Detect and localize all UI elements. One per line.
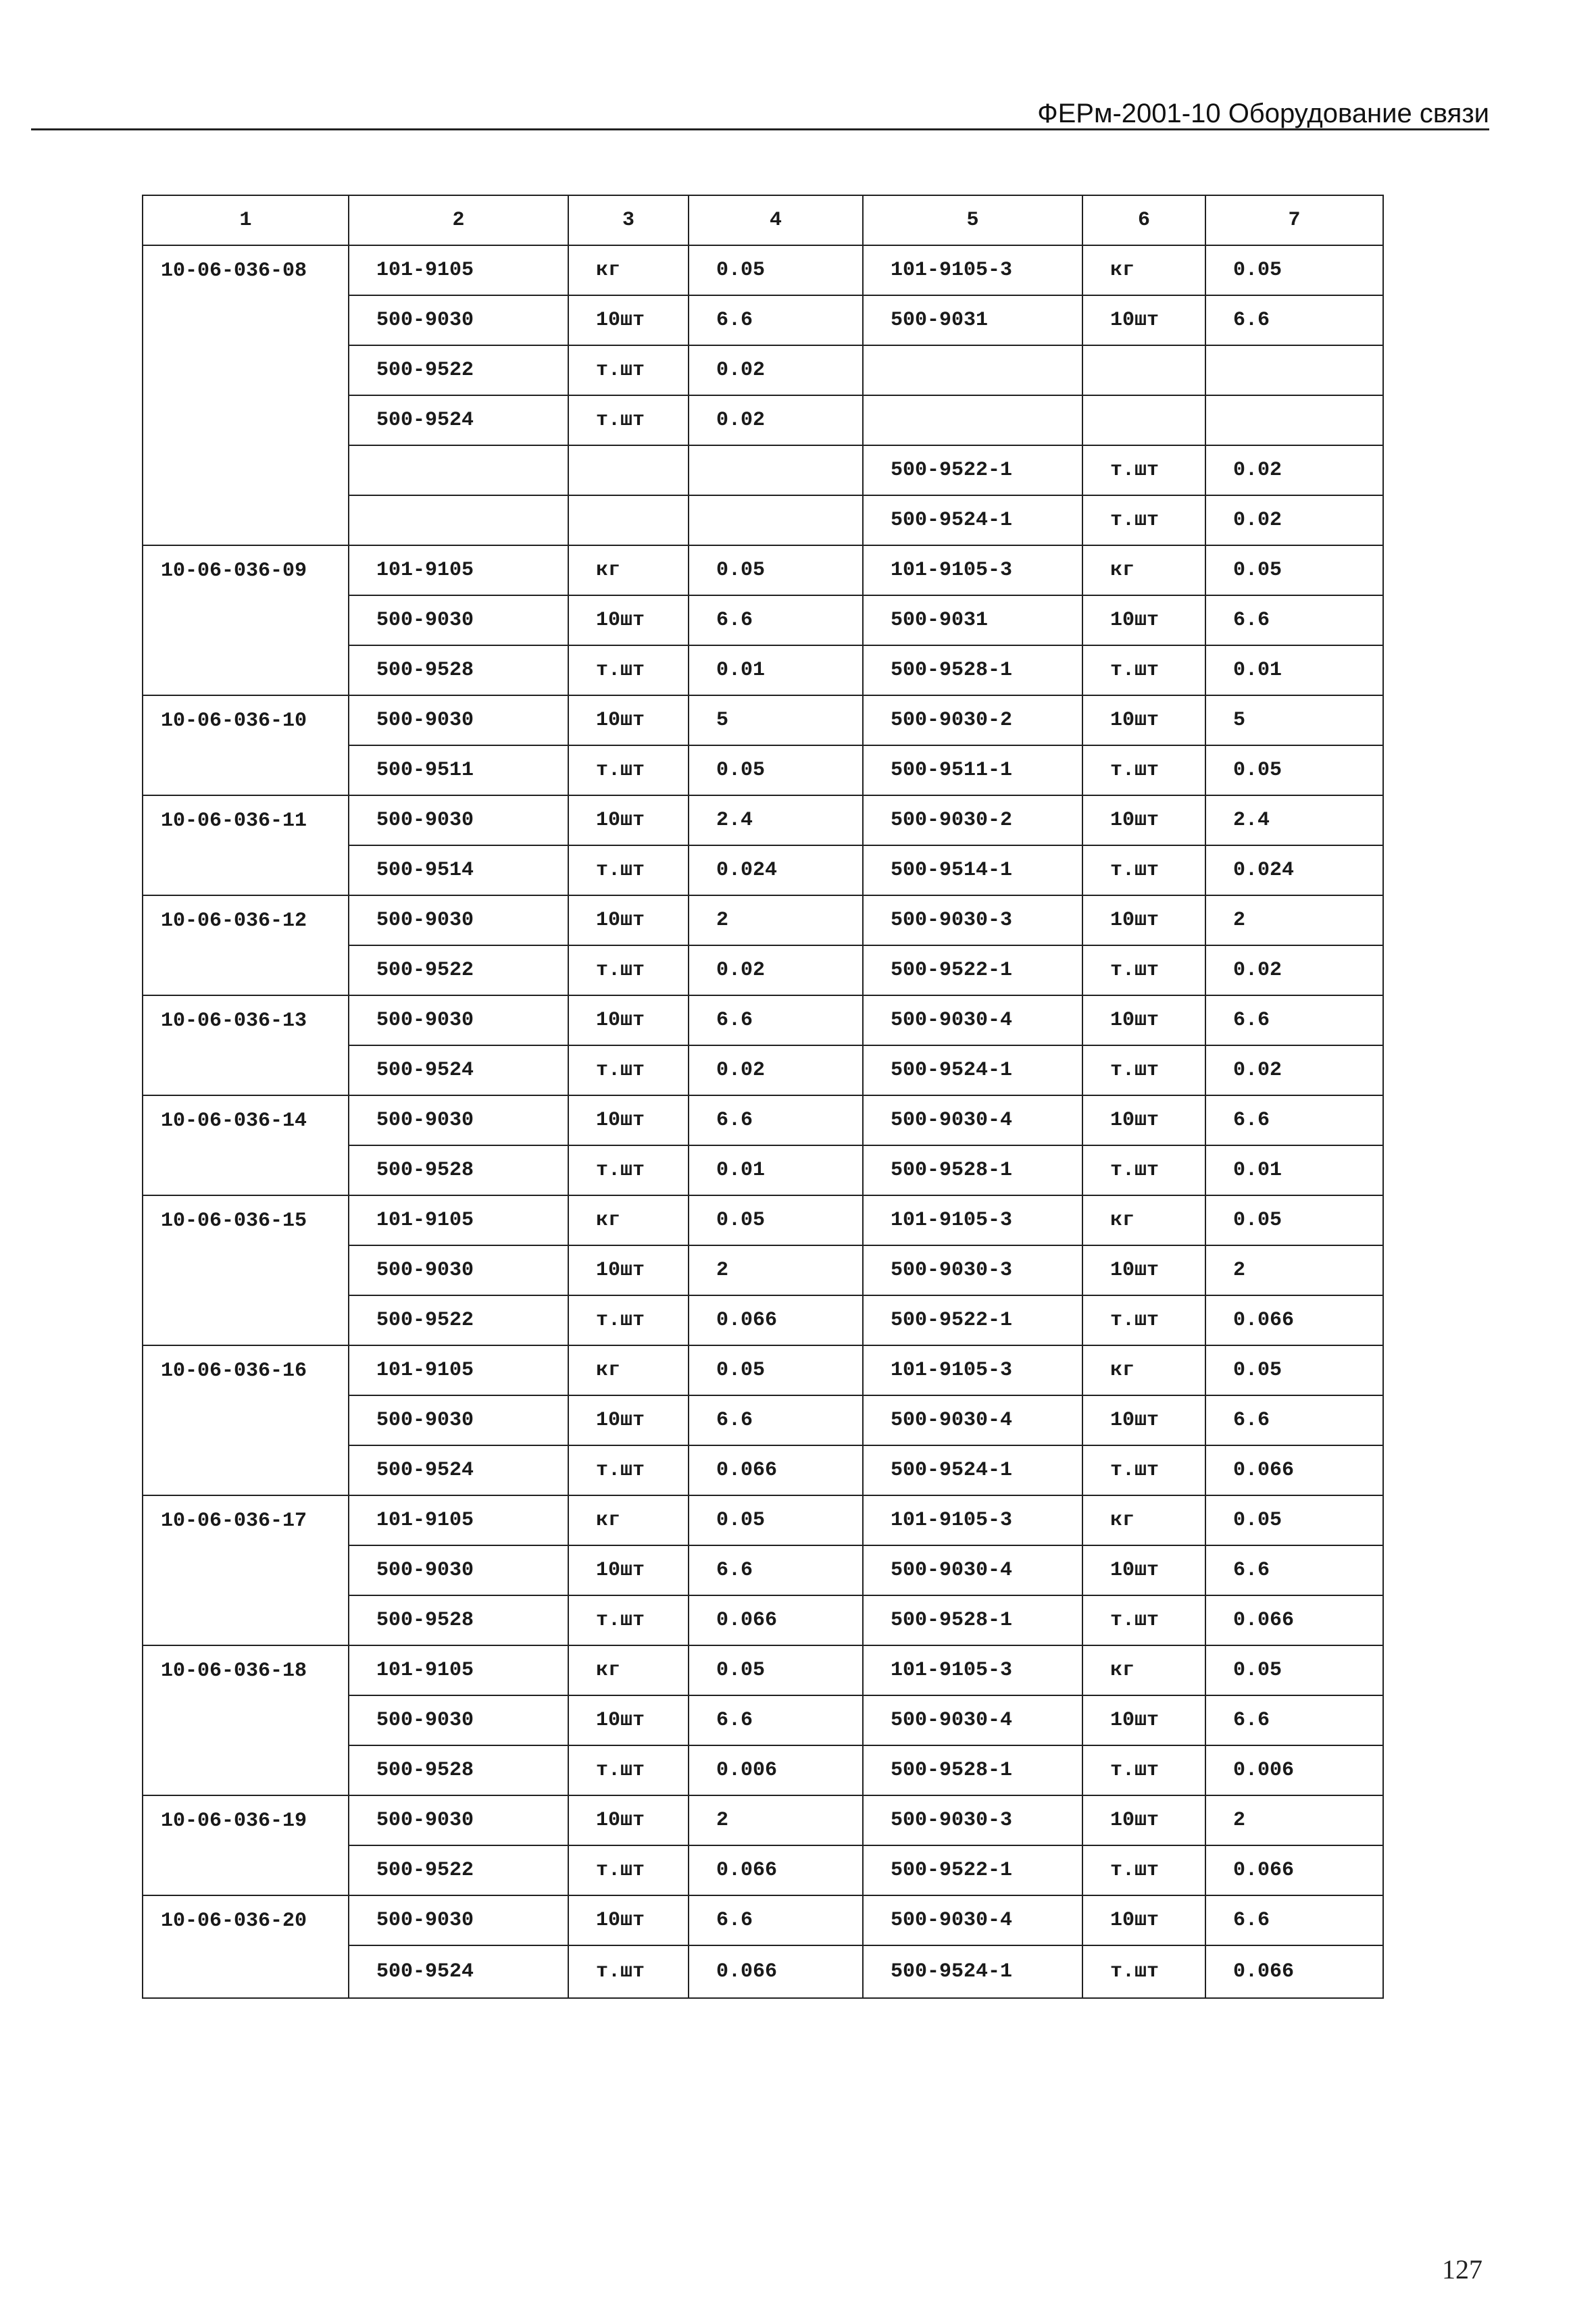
rate-code-cell: 10-06-036-11	[143, 795, 349, 895]
table-cell: 10шт	[568, 695, 689, 745]
table-cell: 10шт	[568, 1245, 689, 1295]
table-cell: 0.066	[689, 1595, 863, 1645]
table-cell: 101-9105	[349, 545, 568, 595]
table-cell: 0.05	[1205, 1645, 1383, 1695]
rate-code-cell: 10-06-036-12	[143, 895, 349, 995]
table-cell	[863, 395, 1082, 445]
table-cell: т.шт	[568, 1845, 689, 1895]
table-cell: т.шт	[1082, 1595, 1205, 1645]
table-cell: 0.066	[1205, 1295, 1383, 1345]
table-cell: 0.02	[1205, 945, 1383, 995]
table-cell: 0.05	[689, 745, 863, 795]
rate-code-cell: 10-06-036-10	[143, 695, 349, 795]
table-cell: т.шт	[568, 395, 689, 445]
table-cell	[689, 445, 863, 495]
table-cell: 5	[1205, 695, 1383, 745]
table-cell: т.шт	[1082, 445, 1205, 495]
table-cell: 500-9522-1	[863, 1845, 1082, 1895]
table-cell: 0.024	[689, 845, 863, 895]
rate-code-cell: 10-06-036-19	[143, 1795, 349, 1895]
column-header: 6	[1082, 195, 1205, 245]
table-cell: 10шт	[568, 1895, 689, 1945]
table-cell: 500-9030-4	[863, 1895, 1082, 1945]
table-cell	[1205, 395, 1383, 445]
table-cell: 0.066	[689, 1295, 863, 1345]
table-cell: 6.6	[1205, 1695, 1383, 1745]
table-cell: 101-9105	[349, 1195, 568, 1245]
table-cell: 0.05	[689, 1495, 863, 1545]
table-cell: 10шт	[568, 1395, 689, 1445]
table-cell: 500-9528-1	[863, 1145, 1082, 1195]
table-cell: кг	[1082, 545, 1205, 595]
table-cell: 10шт	[1082, 1895, 1205, 1945]
table-cell: 500-9522	[349, 1845, 568, 1895]
table-cell: 10шт	[1082, 1245, 1205, 1295]
table-cell: 10шт	[1082, 795, 1205, 845]
table-cell: 2	[1205, 1245, 1383, 1295]
table-row	[143, 545, 1383, 595]
table-cell: 6.6	[1205, 1545, 1383, 1595]
table-cell: 500-9030	[349, 895, 568, 945]
table-cell: 0.01	[689, 645, 863, 695]
table-cell: т.шт	[568, 1745, 689, 1795]
table-cell: 500-9524-1	[863, 1945, 1082, 1998]
table-cell: т.шт	[1082, 845, 1205, 895]
table-row	[143, 895, 1383, 945]
table-cell: 0.01	[1205, 645, 1383, 695]
table-cell: 0.02	[689, 345, 863, 395]
table-cell: т.шт	[1082, 945, 1205, 995]
table-cell: 500-9031	[863, 595, 1082, 645]
table-cell: кг	[568, 245, 689, 295]
table-cell: 6.6	[1205, 595, 1383, 645]
table-cell: 101-9105	[349, 1495, 568, 1545]
table-cell: 0.02	[1205, 445, 1383, 495]
table-cell: 500-9511	[349, 745, 568, 795]
table-cell: 0.066	[689, 1845, 863, 1895]
table-cell: кг	[568, 1345, 689, 1395]
table-cell: 500-9030	[349, 1895, 568, 1945]
table-cell: т.шт	[568, 1445, 689, 1495]
table-cell: 0.066	[689, 1945, 863, 1998]
table-cell	[689, 495, 863, 545]
table-cell: 6.6	[689, 1395, 863, 1445]
table-cell: 500-9522	[349, 1295, 568, 1345]
table-row	[143, 995, 1383, 1045]
table-cell: 10шт	[568, 1795, 689, 1845]
table-cell: 6.6	[689, 595, 863, 645]
table-cell: 500-9524	[349, 395, 568, 445]
table-cell: 0.01	[1205, 1145, 1383, 1195]
table-cell: 500-9030	[349, 1545, 568, 1595]
table-cell: 500-9030	[349, 1795, 568, 1845]
table-cell: 500-9030-2	[863, 695, 1082, 745]
table-cell: 500-9030	[349, 1395, 568, 1445]
rate-code-cell: 10-06-036-20	[143, 1895, 349, 1998]
table-cell: 6.6	[1205, 1895, 1383, 1945]
table-cell: 500-9524	[349, 1945, 568, 1998]
table-cell: 6.6	[689, 1095, 863, 1145]
table-cell: 500-9528	[349, 1745, 568, 1795]
table-cell: кг	[1082, 1495, 1205, 1545]
table-cell: 10шт	[1082, 1395, 1205, 1445]
table-cell: 500-9030	[349, 695, 568, 745]
header-divider	[31, 128, 1489, 130]
table-cell: 500-9030-3	[863, 1245, 1082, 1295]
table-cell: 0.02	[1205, 495, 1383, 545]
table-cell: 500-9030	[349, 1095, 568, 1145]
table-cell: т.шт	[568, 1145, 689, 1195]
table-cell: 6.6	[1205, 1095, 1383, 1145]
table-cell: т.шт	[568, 1595, 689, 1645]
column-header: 1	[143, 195, 349, 245]
table-cell: 500-9528-1	[863, 1595, 1082, 1645]
table-cell: 0.02	[689, 1045, 863, 1095]
table-cell: 10шт	[1082, 695, 1205, 745]
table-cell: т.шт	[568, 745, 689, 795]
table-cell: т.шт	[1082, 1445, 1205, 1495]
table-cell: 6.6	[689, 295, 863, 345]
table-cell: 500-9030-4	[863, 1545, 1082, 1595]
table-cell: т.шт	[568, 945, 689, 995]
table-cell: 0.066	[1205, 1595, 1383, 1645]
table-row	[143, 1195, 1383, 1245]
table-cell: 0.02	[1205, 1045, 1383, 1095]
table-cell: 10шт	[1082, 995, 1205, 1045]
table-cell: 500-9030-3	[863, 895, 1082, 945]
table-row	[143, 695, 1383, 745]
table-row	[143, 1795, 1383, 1845]
table-cell: 500-9031	[863, 295, 1082, 345]
table-cell: 10шт	[568, 1545, 689, 1595]
table-row	[143, 245, 1383, 295]
table-cell: 0.05	[1205, 1345, 1383, 1395]
table-cell	[349, 445, 568, 495]
table-cell: т.шт	[1082, 1145, 1205, 1195]
table-cell: т.шт	[1082, 1045, 1205, 1095]
table-cell: 500-9030	[349, 1695, 568, 1745]
table-cell: 500-9524	[349, 1445, 568, 1495]
table-cell: 10шт	[568, 895, 689, 945]
table-cell: 0.05	[1205, 545, 1383, 595]
table-cell: 10шт	[1082, 895, 1205, 945]
column-header: 4	[689, 195, 863, 245]
table-cell: 10шт	[568, 1095, 689, 1145]
table-cell: 6.6	[689, 1895, 863, 1945]
table-cell: 500-9528-1	[863, 645, 1082, 695]
table-cell: 2	[689, 895, 863, 945]
table-cell: т.шт	[1082, 1745, 1205, 1795]
rate-code-cell: 10-06-036-16	[143, 1345, 349, 1495]
resource-table	[142, 195, 1384, 1999]
table-cell: 101-9105	[349, 1345, 568, 1395]
table-cell: 500-9524-1	[863, 1445, 1082, 1495]
table-cell: 500-9524-1	[863, 495, 1082, 545]
table-cell: 500-9030	[349, 595, 568, 645]
table-cell	[1082, 345, 1205, 395]
table-cell: 500-9522-1	[863, 1295, 1082, 1345]
table-cell: 2	[689, 1795, 863, 1845]
table-cell	[568, 445, 689, 495]
table-cell: 0.01	[689, 1145, 863, 1195]
table-cell: 500-9511-1	[863, 745, 1082, 795]
table-row	[143, 1495, 1383, 1545]
table-cell: 0.066	[689, 1445, 863, 1495]
table-cell: 101-9105-3	[863, 1345, 1082, 1395]
table-cell: 500-9030-4	[863, 1395, 1082, 1445]
table-cell: 10шт	[1082, 1545, 1205, 1595]
table-cell: 0.02	[689, 945, 863, 995]
table-cell: 10шт	[1082, 1095, 1205, 1145]
table-cell: 101-9105	[349, 245, 568, 295]
table-cell: т.шт	[1082, 645, 1205, 695]
table-cell: 101-9105-3	[863, 545, 1082, 595]
table-cell: 6.6	[689, 1695, 863, 1745]
table-cell: кг	[1082, 1345, 1205, 1395]
table-cell: 10шт	[1082, 1695, 1205, 1745]
table-cell: 500-9030-2	[863, 795, 1082, 845]
column-header: 2	[349, 195, 568, 245]
rate-code-cell: 10-06-036-09	[143, 545, 349, 695]
table-cell: 500-9522	[349, 945, 568, 995]
rate-code-cell: 10-06-036-18	[143, 1645, 349, 1795]
rate-code-cell: 10-06-036-15	[143, 1195, 349, 1345]
table-cell: 6.6	[689, 995, 863, 1045]
rate-code-cell: 10-06-036-17	[143, 1495, 349, 1645]
table-cell: 500-9522-1	[863, 945, 1082, 995]
table-cell: т.шт	[1082, 495, 1205, 545]
table-cell: 2	[1205, 1795, 1383, 1845]
table-cell: т.шт	[568, 1945, 689, 1998]
table-cell: т.шт	[1082, 1945, 1205, 1998]
table-cell: кг	[568, 1645, 689, 1695]
table-cell: 0.006	[1205, 1745, 1383, 1795]
table-cell: 0.05	[689, 245, 863, 295]
table-cell: кг	[1082, 1195, 1205, 1245]
table-cell: 10шт	[1082, 1795, 1205, 1845]
table-cell: кг	[568, 545, 689, 595]
table-cell: т.шт	[1082, 1845, 1205, 1895]
table-cell: 0.006	[689, 1745, 863, 1795]
table-cell: 0.05	[1205, 245, 1383, 295]
table-cell: т.шт	[568, 1295, 689, 1345]
table-cell: 500-9030-4	[863, 1095, 1082, 1145]
table-cell: 500-9528-1	[863, 1745, 1082, 1795]
table-cell: 0.066	[1205, 1845, 1383, 1895]
table-cell: 0.05	[689, 545, 863, 595]
table-cell: кг	[568, 1195, 689, 1245]
table-body	[143, 245, 1383, 1998]
table-cell: 500-9030	[349, 995, 568, 1045]
table-cell: 0.05	[1205, 1195, 1383, 1245]
rate-code-cell: 10-06-036-13	[143, 995, 349, 1095]
rate-code-cell: 10-06-036-14	[143, 1095, 349, 1195]
table-cell: т.шт	[568, 1045, 689, 1095]
column-header: 3	[568, 195, 689, 245]
table-cell: 2.4	[689, 795, 863, 845]
table-row	[143, 795, 1383, 845]
table-cell: 500-9522	[349, 345, 568, 395]
table-cell	[349, 495, 568, 545]
table-cell: т.шт	[568, 845, 689, 895]
table-cell: 500-9030	[349, 795, 568, 845]
table-cell: 0.05	[1205, 1495, 1383, 1545]
table-cell	[1205, 345, 1383, 395]
table-cell: 500-9030-3	[863, 1795, 1082, 1845]
table-cell: 0.066	[1205, 1445, 1383, 1495]
table-cell	[568, 495, 689, 545]
table-cell: т.шт	[568, 345, 689, 395]
table-cell: 10шт	[568, 795, 689, 845]
column-header: 7	[1205, 195, 1383, 245]
table-cell: 500-9528	[349, 1595, 568, 1645]
table-cell: 6.6	[1205, 1395, 1383, 1445]
table-cell: 101-9105-3	[863, 1195, 1082, 1245]
table-cell	[863, 345, 1082, 395]
page-number: 127	[1442, 2254, 1482, 2285]
table-cell: 10шт	[1082, 595, 1205, 645]
table-cell: 0.066	[1205, 1945, 1383, 1998]
table-cell	[1082, 395, 1205, 445]
table-cell: т.шт	[1082, 745, 1205, 795]
table-cell: 6.6	[689, 1545, 863, 1595]
table-cell: 500-9030-4	[863, 1695, 1082, 1745]
table-cell: т.шт	[568, 645, 689, 695]
table-cell: кг	[1082, 245, 1205, 295]
table-cell: 101-9105	[349, 1645, 568, 1695]
table-cell: 500-9528	[349, 645, 568, 695]
page-header-title: ФЕРм-2001-10 Оборудование связи	[1037, 99, 1489, 128]
table-row	[143, 1645, 1383, 1695]
table-cell: 101-9105-3	[863, 1495, 1082, 1545]
table-cell: 0.05	[689, 1345, 863, 1395]
table-cell: 2	[689, 1245, 863, 1295]
table-cell: 10шт	[568, 595, 689, 645]
table-row	[143, 1095, 1383, 1145]
table-cell: 500-9514	[349, 845, 568, 895]
table-header-row	[143, 195, 1383, 245]
table-cell: 0.05	[689, 1645, 863, 1695]
table-cell: 10шт	[568, 295, 689, 345]
table-cell: т.шт	[1082, 1295, 1205, 1345]
table-cell: кг	[568, 1495, 689, 1545]
table-cell: 500-9030-4	[863, 995, 1082, 1045]
table-cell: 500-9524-1	[863, 1045, 1082, 1095]
rate-code-cell: 10-06-036-08	[143, 245, 349, 545]
table-cell: 10шт	[1082, 295, 1205, 345]
table-cell: кг	[1082, 1645, 1205, 1695]
table-cell: 500-9524	[349, 1045, 568, 1095]
table-row	[143, 1895, 1383, 1945]
table-cell: 500-9528	[349, 1145, 568, 1195]
table-cell: 0.05	[1205, 745, 1383, 795]
table-cell: 0.05	[689, 1195, 863, 1245]
table-cell: 5	[689, 695, 863, 745]
table-cell: 500-9522-1	[863, 445, 1082, 495]
table-cell: 0.02	[689, 395, 863, 445]
column-header: 5	[863, 195, 1082, 245]
table-cell: 0.024	[1205, 845, 1383, 895]
table-cell: 500-9030	[349, 295, 568, 345]
table-cell: 10шт	[568, 995, 689, 1045]
table-cell: 500-9514-1	[863, 845, 1082, 895]
table-row	[143, 1345, 1383, 1395]
table-cell: 10шт	[568, 1695, 689, 1745]
table-cell: 2	[1205, 895, 1383, 945]
table-cell: 6.6	[1205, 295, 1383, 345]
table-cell: 101-9105-3	[863, 1645, 1082, 1695]
table-cell: 2.4	[1205, 795, 1383, 845]
table-cell: 500-9030	[349, 1245, 568, 1295]
table-header	[143, 195, 1383, 245]
table-cell: 101-9105-3	[863, 245, 1082, 295]
table-cell: 6.6	[1205, 995, 1383, 1045]
